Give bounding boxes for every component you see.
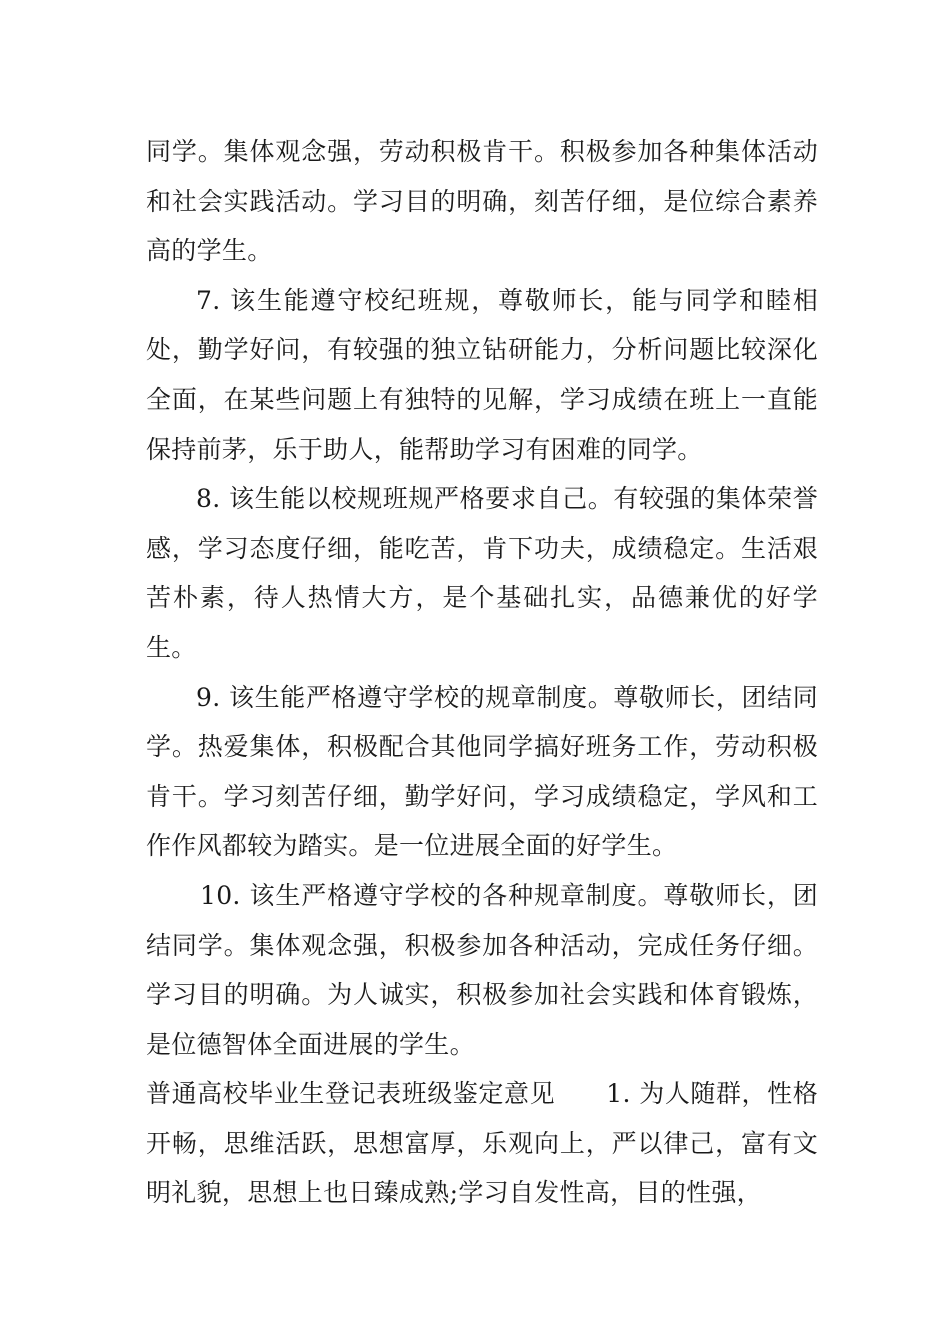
paragraph-continued: 同学。集体观念强，劳动积极肯干。积极参加各种集体活动和社会实践活动。学习目的明确，刻苦仔细，是位综合素养高的学生。 — [146, 137, 818, 266]
paragraph-item-9: 9. 该生能严格遵守学校的规章制度。尊敬师长，团结同学。热爱集体，积极配合其他同学搞好班务工作，劳动积极肯干。学习刻苦仔细，勤学好问，学习成绩稳定，学风和工作作风都较为踏实。是一位进展全面的好学生。 — [146, 682, 818, 861]
paragraph-item-8: 8. 该生能以校规班规严格要求自己。有较强的集体荣誉感，学习态度仔细，能吃苦，肯下功夫，成绩稳定。生活艰苦朴素，待人热情大方，是个基础扎实，品德兼优的好学生。 — [146, 484, 818, 662]
paragraph-item-7: 7. 该生能遵守校纪班规，尊敬师长，能与同学和睦相处，勤学好问，有较强的独立钻研能力，分析问题比较深化全面，在某些问题上有独特的见解，学习成绩在班上一直能保持前茅，乐于助人，能帮助学习有困难的同学。 — [146, 285, 818, 464]
document-body — [146, 127, 818, 1218]
paragraph-item-10: 10. 该生严格遵守学校的各种规章制度。尊敬师长，团结同学。集体观念强，积极参加各种活动，完成任务仔细。学习目的明确。为人诚实，积极参加社会实践和体育锻炼，是位德智体全面进展的学生。 — [146, 880, 818, 1059]
section-heading-paragraph: 普通高校毕业生登记表班级鉴定意见 1. 为人随群，性格开畅，思维活跃，思想富厚，乐观向上，严以律己，富有文明礼貌，思想上也日臻成熟;学习自发性高，目的性强， — [146, 1079, 818, 1208]
